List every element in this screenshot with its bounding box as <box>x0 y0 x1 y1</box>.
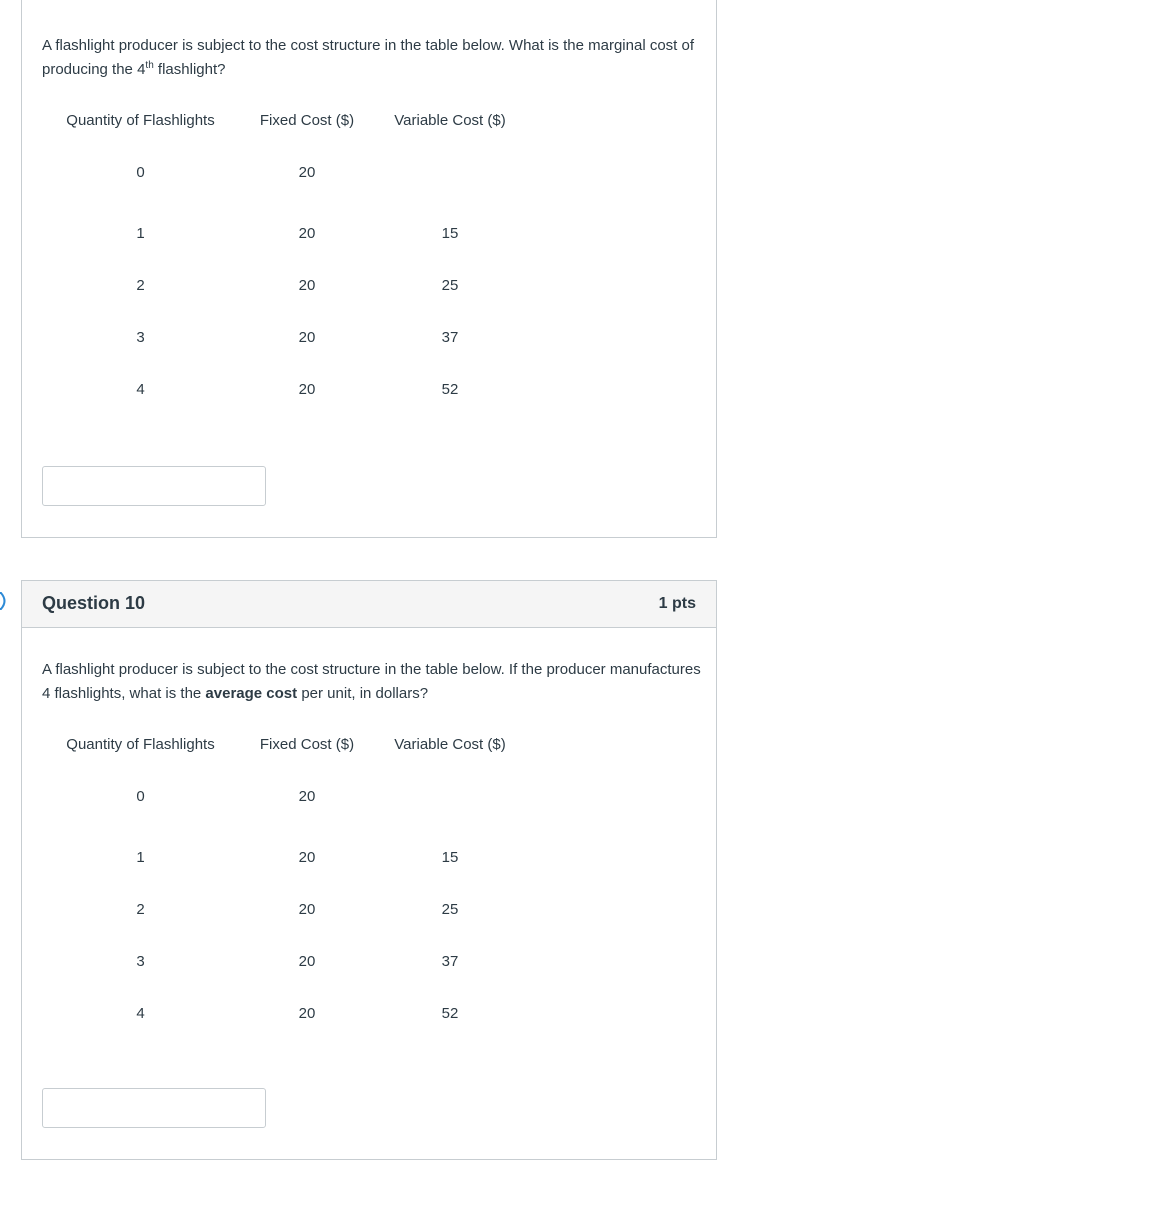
table-cell: 4 <box>136 380 145 398</box>
table-cell: 52 <box>441 1004 459 1022</box>
table-cell: 2 <box>136 900 145 918</box>
table-cell: 3 <box>136 328 145 346</box>
question-text <box>42 658 702 706</box>
table-cell: 3 <box>136 952 145 970</box>
flag-question-icon[interactable] <box>0 591 10 611</box>
column-header-fixed-cost: Fixed Cost ($) <box>259 111 355 129</box>
table-cell: 1 <box>136 224 145 242</box>
table-cell <box>375 137 525 207</box>
table-row <box>42 883 525 935</box>
question-text-part2: per unit, in dollars? <box>297 685 429 702</box>
table-header-row <box>42 103 525 137</box>
question-text-superscript: th <box>145 60 154 71</box>
table-cell: 20 <box>298 163 316 181</box>
table-cell: 20 <box>298 1004 316 1022</box>
table-cell: 20 <box>298 900 316 918</box>
table-cell: 15 <box>441 224 459 242</box>
table-row <box>42 311 525 363</box>
table-cell: 20 <box>298 787 316 805</box>
table-row <box>42 259 525 311</box>
table-row <box>42 137 525 207</box>
question-text-part1: A flashlight producer is subject to the cost structure in the table below. What is the marginal cost of producing the 4 <box>42 37 695 78</box>
table-row <box>42 935 525 987</box>
table-cell: 0 <box>136 787 145 805</box>
table-row <box>42 761 525 831</box>
answer-input[interactable] <box>42 1088 266 1128</box>
column-header-variable-cost: Variable Cost ($) <box>394 735 506 753</box>
question-points: 1 pts <box>658 595 696 612</box>
column-header-variable-cost: Variable Cost ($) <box>394 111 506 129</box>
table-cell: 20 <box>298 224 316 242</box>
table-cell: 2 <box>136 276 145 294</box>
table-row <box>42 363 525 415</box>
table-cell: 15 <box>441 848 459 866</box>
table-cell: 37 <box>441 952 459 970</box>
table-cell: 1 <box>136 848 145 866</box>
table-row <box>42 831 525 883</box>
table-cell: 20 <box>298 380 316 398</box>
question-text-bold: average cost <box>205 685 298 702</box>
question-card-9 <box>21 0 717 538</box>
table-cell <box>375 761 525 831</box>
question-card-10 <box>21 580 717 1160</box>
column-header-quantity: Quantity of Flashlights <box>66 111 215 129</box>
table-cell: 20 <box>298 848 316 866</box>
table-cell: 0 <box>136 163 145 181</box>
question-text <box>42 34 702 82</box>
cost-table <box>42 103 525 415</box>
table-cell: 25 <box>441 276 459 294</box>
column-header-fixed-cost: Fixed Cost ($) <box>259 735 355 753</box>
column-header-quantity: Quantity of Flashlights <box>66 735 215 753</box>
cost-table <box>42 727 525 1039</box>
table-cell: 4 <box>136 1004 145 1022</box>
question-title: Question 10 <box>42 593 146 613</box>
table-cell: 25 <box>441 900 459 918</box>
table-cell: 20 <box>298 952 316 970</box>
table-cell: 52 <box>441 380 459 398</box>
question-text-part1: A flashlight producer is subject to the cost structure in the table below. If the producer manufactures 4 flashlights, what is the <box>42 661 701 702</box>
table-row <box>42 987 525 1039</box>
question-header <box>22 581 716 628</box>
table-row <box>42 207 525 259</box>
table-cell: 20 <box>298 328 316 346</box>
table-cell: 20 <box>298 276 316 294</box>
answer-input[interactable] <box>42 466 266 506</box>
question-text-part2: flashlight? <box>153 61 226 78</box>
table-cell: 37 <box>441 328 459 346</box>
table-header-row <box>42 727 525 761</box>
